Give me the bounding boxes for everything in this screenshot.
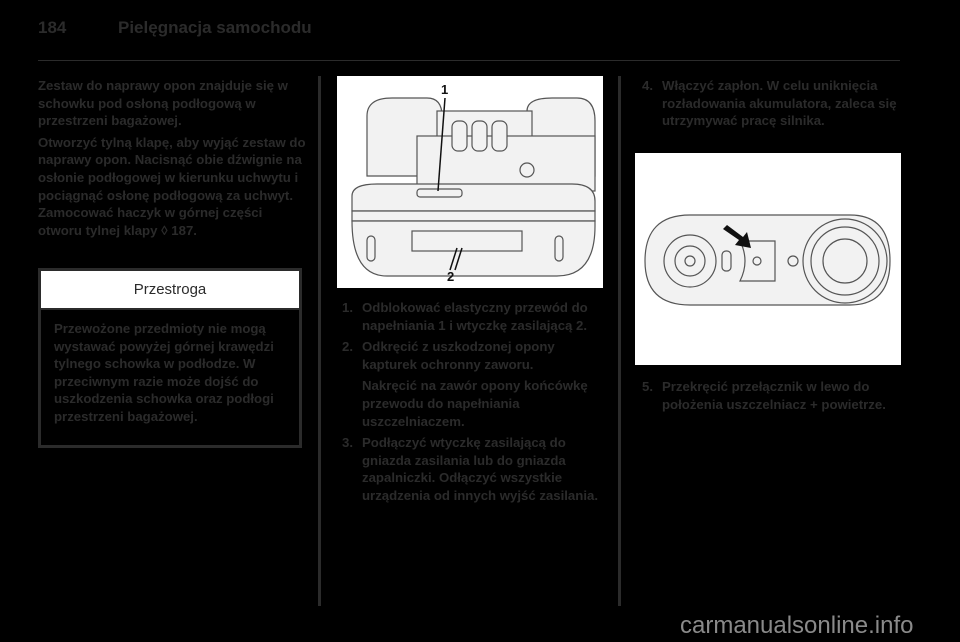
section-title: Pielęgnacja samochodu [118, 18, 312, 37]
selector-switch-illustration-icon [635, 153, 901, 365]
step-3 [342, 434, 607, 504]
step-number: 5. [642, 379, 653, 394]
column-2-steps [342, 299, 607, 509]
selector-figure [635, 153, 901, 365]
step-text: Odkręcić z uszkodzonej opony kapturek ochronny zaworu. [362, 339, 555, 372]
column-divider-1 [318, 76, 321, 606]
step-5 [642, 378, 912, 413]
step-4 [642, 77, 912, 130]
warning-title: Przestroga [41, 271, 299, 310]
step-2 [342, 338, 607, 373]
paragraph: Otworzyć tylną klapę, aby wyjąć zestaw do naprawy opon. Nacisnąć obie dźwignie na osłonie podłogowej w kierunku uchwytu i pociągnąć osłonę podłogową za uchwyt. Zamocować haczyk w górnej części otworu tylnej klapy ◊ 187. [38, 134, 306, 238]
step-number: 3. [342, 435, 353, 451]
watermark: carmanualsonline.info [680, 612, 914, 639]
page-number: 184 [38, 18, 67, 37]
step-2-subtext: Nakręcić na zawór opony końcówkę przewodu do napełniania uszczelniaczem. [362, 378, 588, 429]
warning-text: Przewożone przedmioty nie mogą wystawać powyżej górnej krawędzi tylnego schowka w podłodze. W przeciwnym razie może dojść do uszkodzenia schowka oraz podłogi przestrzeni bagażowej. [54, 321, 274, 424]
column-divider-2 [618, 76, 621, 606]
step-1 [342, 299, 607, 334]
paragraph: Zestaw do naprawy opon znajduje się w schowku pod osłoną podłogową w przestrzeni bagażowej. [38, 78, 288, 129]
callout-1: 1 [441, 82, 449, 97]
compressor-illustration-icon [337, 76, 603, 288]
header-rule [38, 60, 900, 61]
step-number: 4. [642, 78, 653, 93]
warning-box [38, 268, 302, 448]
compressor-figure [337, 76, 603, 288]
step-number: 1. [342, 300, 353, 315]
column-3-step-4 [642, 77, 912, 134]
step-text: Podłączyć wtyczkę zasilającą do gniazda zasilania lub do gniazda zapalniczki. Odłączyć wszystkie urządzenia od innych wyjść zasilania. [362, 435, 598, 503]
callout-2: 2 [447, 269, 455, 284]
step-text: Przekręcić przełącznik w lewo do położenia uszczelniacz + powietrze. [662, 379, 886, 412]
step-text: Odblokować elastyczny przewód do napełniania 1 i wtyczkę zasilającą 2. [362, 300, 588, 333]
step-number: 2. [342, 339, 353, 355]
column-1 [38, 77, 308, 243]
step-text: Włączyć zapłon. W celu uniknięcia rozładowania akumulatora, zaleca się utrzymywać pracę silnika. [662, 78, 897, 129]
column-3-step-5 [642, 378, 912, 417]
